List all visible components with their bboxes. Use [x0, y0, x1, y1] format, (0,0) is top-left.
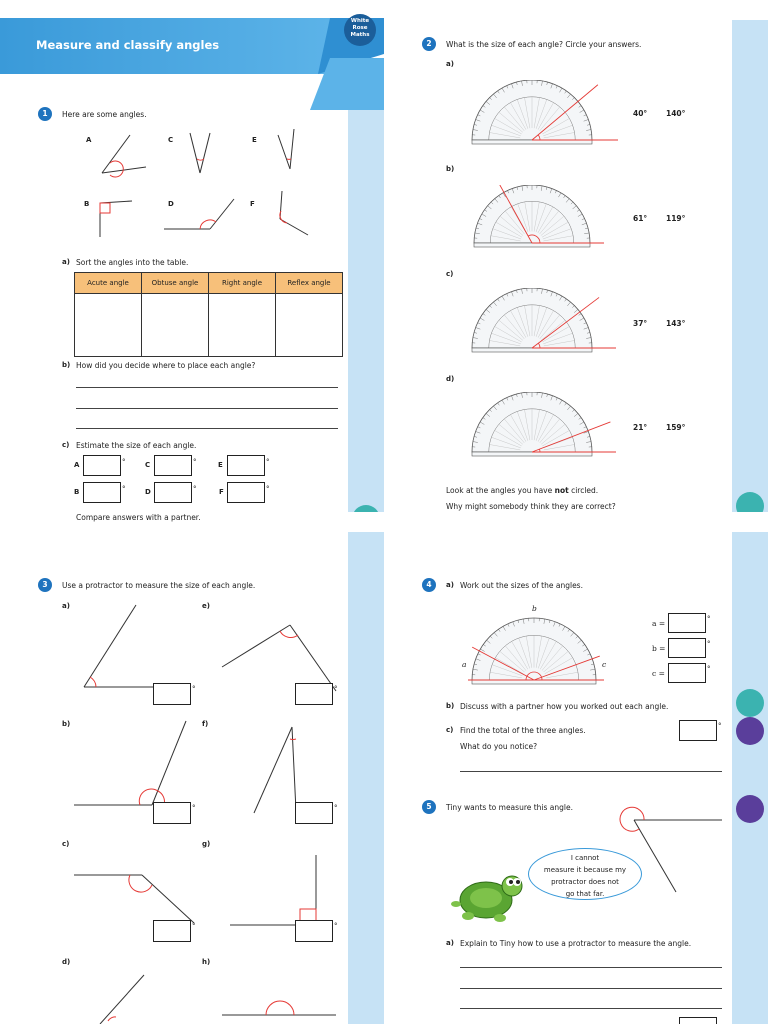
part-label: a): [446, 581, 454, 589]
angle-label: B: [84, 200, 90, 208]
part-label: b): [446, 702, 455, 710]
table-cell[interactable]: [276, 294, 343, 357]
answer-box[interactable]: [295, 920, 333, 942]
degree-symbol: °: [334, 685, 338, 693]
worksheet-page-4: [384, 512, 768, 1024]
part-label: c): [62, 441, 70, 449]
estimate-box[interactable]: [154, 482, 192, 503]
answer-line[interactable]: [76, 387, 338, 388]
estimate-letter: A: [74, 461, 80, 469]
estimate-letter: B: [74, 488, 80, 496]
part-text: Estimate the size of each angle.: [76, 441, 197, 450]
angle-label: C: [168, 136, 174, 144]
degree-symbol: °: [707, 665, 711, 673]
degree-symbol: °: [193, 485, 197, 493]
angles-figure: [70, 125, 330, 245]
answer-box[interactable]: [153, 683, 191, 705]
answer-line[interactable]: [460, 967, 722, 968]
part-label: c): [446, 270, 454, 278]
answer-box[interactable]: [668, 638, 706, 658]
part-label: a): [446, 60, 454, 68]
part-label: d): [62, 958, 71, 966]
look-text: Look at the angles you have not circled.: [446, 486, 599, 495]
question-number: 5: [422, 800, 436, 814]
protractor: [468, 612, 618, 688]
answer-option[interactable]: 61°: [633, 214, 648, 223]
compare-text-visible: Compare answers with a partner.: [76, 513, 201, 522]
speech-bubble: I cannot measure it because my protractor does not go that far.: [528, 848, 642, 900]
worksheet-page-2: [384, 0, 768, 512]
worksheet-page-1: [0, 0, 384, 512]
estimate-letter: D: [145, 488, 151, 496]
answer-box[interactable]: [153, 920, 191, 942]
question-number: 2: [422, 37, 436, 51]
degree-symbol: °: [192, 685, 196, 693]
part-label: a): [446, 939, 454, 947]
table-header: Obtuse angle: [142, 273, 209, 294]
white-rose-logo: White Rose Maths: [344, 14, 376, 46]
part-label: b): [62, 361, 71, 369]
estimate-box[interactable]: [227, 455, 265, 476]
protractor: [470, 288, 620, 356]
angle-name-a: a: [462, 660, 467, 669]
estimate-box[interactable]: [154, 455, 192, 476]
part-text: Discuss with a partner how you worked out each angle.: [460, 702, 669, 711]
degree-symbol: °: [266, 458, 270, 466]
degree-symbol: °: [192, 922, 196, 930]
question-text: Use a protractor to measure the size of each angle.: [62, 581, 256, 590]
protractor: [470, 185, 620, 253]
side-strip: [732, 532, 768, 1024]
question-number: 1: [38, 107, 52, 121]
equation-label: c =: [652, 669, 665, 678]
part-text: Work out the sizes of the angles.: [460, 581, 583, 590]
part-label: a): [62, 602, 70, 610]
estimate-letter: E: [218, 461, 223, 469]
protractor: [470, 392, 620, 460]
angle-label: E: [252, 136, 257, 144]
answer-option[interactable]: 119°: [666, 214, 686, 223]
answer-option[interactable]: 37°: [633, 319, 648, 328]
table-header: Reflex angle: [276, 273, 343, 294]
equation-label: b =: [652, 644, 666, 653]
question-number: 4: [422, 578, 436, 592]
side-strip: [348, 100, 384, 512]
answer-box[interactable]: [668, 663, 706, 683]
think-icon: [736, 717, 764, 745]
table-header: Acute angle: [75, 273, 142, 294]
worksheet-page-3: [0, 512, 384, 1024]
answer-line[interactable]: [460, 771, 722, 772]
estimate-box[interactable]: [83, 455, 121, 476]
table-header: Right angle: [209, 273, 276, 294]
degree-symbol: °: [707, 640, 711, 648]
estimate-letter: F: [219, 488, 224, 496]
answer-line[interactable]: [76, 408, 338, 409]
degree-symbol: °: [718, 722, 722, 730]
answer-option[interactable]: 140°: [666, 109, 686, 118]
tiny-turtle: [446, 864, 526, 926]
part-text: Find the total of the three angles.: [460, 726, 586, 735]
answer-option[interactable]: 159°: [666, 423, 686, 432]
discuss-icon: [736, 689, 764, 717]
angle-name-b: b: [532, 604, 537, 613]
degree-symbol: °: [193, 458, 197, 466]
degree-symbol: °: [334, 804, 338, 812]
why-text: Why might somebody think they are correct?: [446, 502, 616, 511]
answer-line[interactable]: [460, 1008, 722, 1009]
answer-option[interactable]: 143°: [666, 319, 686, 328]
part-label: h): [202, 958, 211, 966]
part-text: Sort the angles into the table.: [76, 258, 189, 267]
angle-label: A: [86, 136, 92, 144]
question-text: What is the size of each angle? Circle your answers.: [446, 40, 642, 49]
page-title: Measure and classify angles: [36, 38, 220, 52]
answer-option[interactable]: 40°: [633, 109, 648, 118]
part-label: g): [202, 840, 211, 848]
question-text: Tiny wants to measure this angle.: [446, 803, 573, 812]
estimate-box[interactable]: [83, 482, 121, 503]
part-label: b): [446, 165, 455, 173]
estimate-letter: C: [145, 461, 151, 469]
part-text: What do you notice?: [460, 742, 538, 751]
angle-name-c: c: [602, 660, 607, 669]
part-label: b): [62, 720, 71, 728]
part-label: e): [202, 602, 210, 610]
think-icon: [736, 795, 764, 823]
part-label: d): [446, 375, 455, 383]
side-strip: [348, 532, 384, 1024]
answer-option[interactable]: 21°: [633, 423, 648, 432]
answer-line[interactable]: [460, 988, 722, 989]
part-label: a): [62, 258, 70, 266]
angle-label: D: [168, 200, 174, 208]
angle-label: F: [250, 200, 255, 208]
sorting-table: [74, 272, 343, 357]
answer-box[interactable]: [668, 613, 706, 633]
estimate-box[interactable]: [227, 482, 265, 503]
degree-symbol: °: [707, 615, 711, 623]
part-text: Explain to Tiny how to use a protractor to measure the angle.: [460, 939, 692, 948]
question-number: 3: [38, 578, 52, 592]
part-label: c): [446, 726, 454, 734]
degree-symbol: °: [122, 458, 126, 466]
side-strip: [732, 20, 768, 512]
answer-box[interactable]: [679, 1017, 717, 1024]
equation-label: a =: [652, 619, 666, 628]
answer-box[interactable]: [295, 683, 333, 705]
table-cell[interactable]: [209, 294, 276, 357]
answer-box[interactable]: [295, 802, 333, 824]
protractor: [470, 80, 620, 148]
degree-symbol: °: [122, 485, 126, 493]
question-text: Here are some angles.: [62, 110, 147, 119]
degree-symbol: °: [266, 485, 270, 493]
total-box[interactable]: [679, 720, 717, 741]
degree-symbol: °: [192, 804, 196, 812]
answer-box[interactable]: [153, 802, 191, 824]
table-cell[interactable]: [75, 294, 142, 357]
part-label: c): [62, 840, 70, 848]
table-cell[interactable]: [142, 294, 209, 357]
answer-line[interactable]: [76, 428, 338, 429]
part-label: f): [202, 720, 209, 728]
part-text: How did you decide where to place each angle?: [76, 361, 256, 370]
degree-symbol: °: [334, 922, 338, 930]
